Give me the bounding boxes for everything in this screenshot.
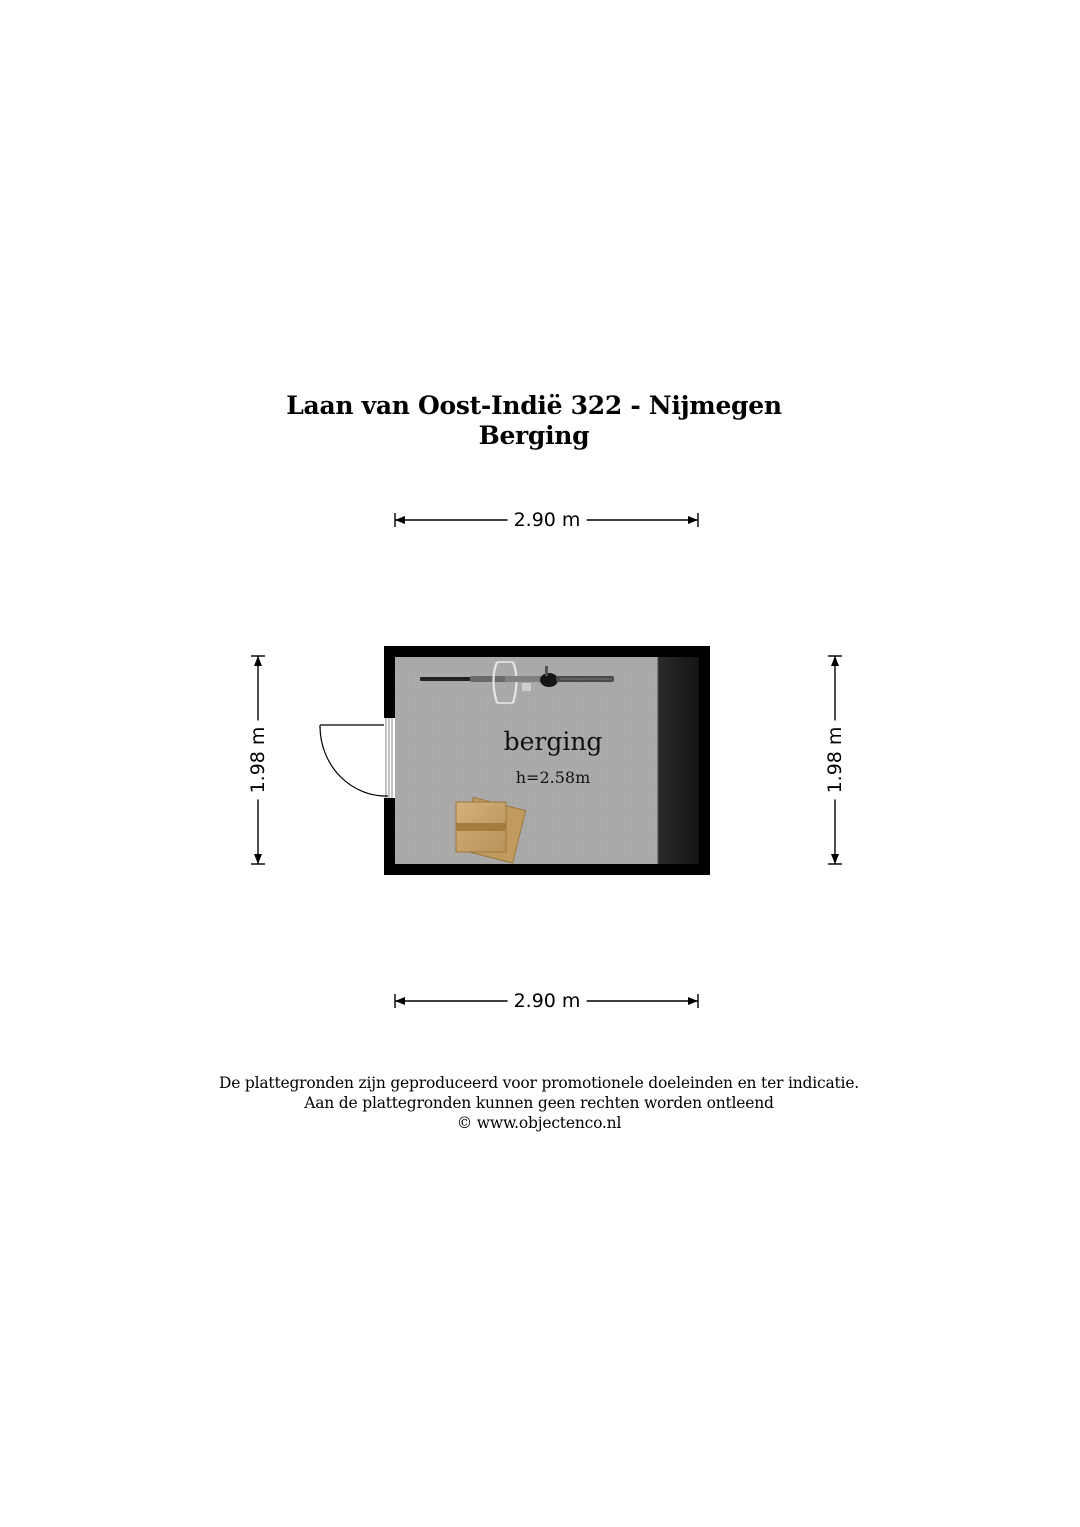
copyright-line: © www.objectenco.nl [456,1114,622,1132]
room-name: berging [503,727,603,756]
dimension-top-label: 2.90 m [508,509,587,531]
plan-subtitle: Berging [478,421,590,450]
storage-cabinet [658,657,699,864]
plan-title: Laan van Oost-Indië 322 - Nijmegen [286,391,782,420]
door [320,718,395,798]
dimension-right-label: 1.98 m [824,721,846,800]
dimension-bottom-label: 2.90 m [508,990,587,1012]
disclaimer-line-1: De plattegronden zijn geproduceerd voor promotionele doeleinden en ter indicatie. [218,1074,860,1092]
dimension-left-label: 1.98 m [247,721,269,800]
room-height: h=2.58m [515,768,591,787]
disclaimer-line-2: Aan de plattegronden kunnen geen rechten worden ontleend [304,1094,774,1112]
room-floor [395,657,699,864]
